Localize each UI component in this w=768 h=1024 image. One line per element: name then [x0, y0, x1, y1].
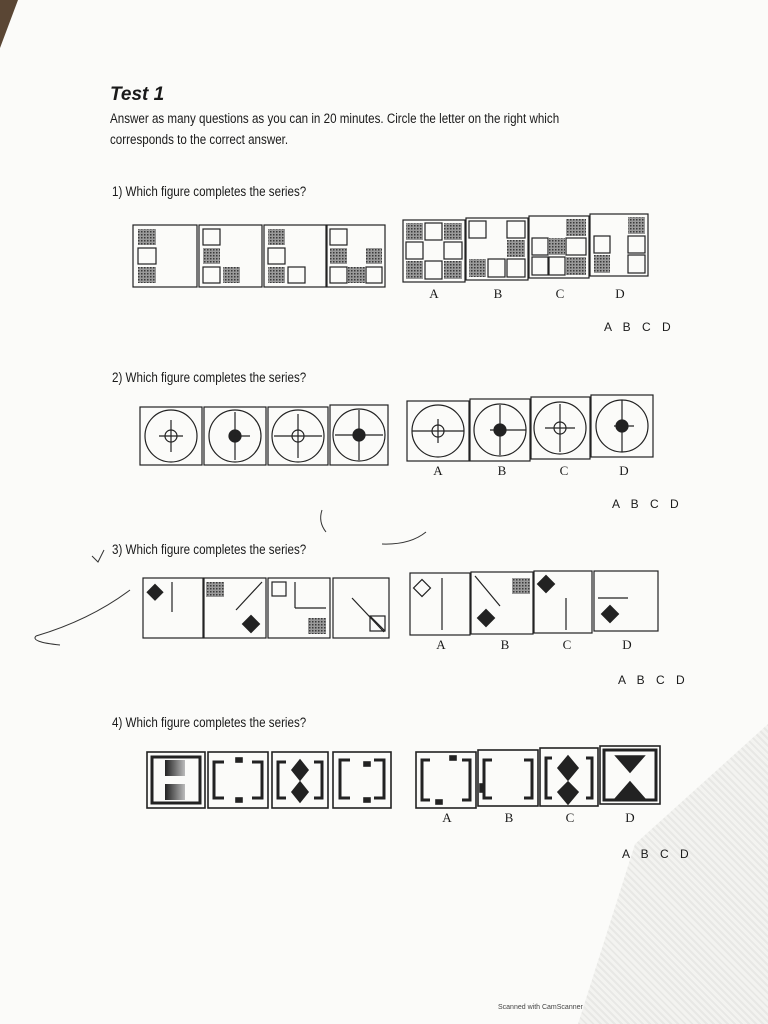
question-4-prompt: 4) Which figure completes the series? — [112, 715, 307, 730]
q3-option-d[interactable]: D — [622, 637, 632, 652]
question-3-prompt: 3) Which figure completes the series? — [112, 542, 307, 557]
question-1-prompt: 1) Which figure completes the series? — [112, 184, 307, 199]
q4-option-c[interactable]: C — [565, 810, 575, 825]
q3-answer-choices[interactable]: A B C D — [618, 673, 689, 687]
q1-option-c[interactable]: C — [555, 286, 565, 301]
q3-option-c[interactable]: C — [562, 637, 572, 652]
q1-option-a[interactable]: A — [429, 286, 439, 301]
q4-option-a[interactable]: A — [442, 810, 452, 825]
question-2-prompt: 2) Which figure completes the series? — [112, 370, 307, 385]
scanner-footer: Scanned with CamScanner — [498, 1004, 583, 1011]
q2-answer-choices[interactable]: A B C D — [612, 497, 683, 511]
q4-option-b[interactable]: B — [504, 810, 514, 825]
q1-answer-choices[interactable]: A B C D — [604, 320, 675, 334]
q2-option-a[interactable]: A — [433, 463, 443, 478]
q1-option-b[interactable]: B — [493, 286, 503, 301]
q4-option-d[interactable]: D — [625, 810, 635, 825]
q2-option-d[interactable]: D — [619, 463, 629, 478]
instructions: Answer as many questions as you can in 20 minutes. Circle the letter on the right which corresponds to the correct answer. — [110, 111, 560, 147]
q3-option-a[interactable]: A — [436, 637, 446, 652]
q4-answer-choices[interactable]: A B C D — [622, 847, 693, 861]
q1-option-d[interactable]: D — [615, 286, 625, 301]
q3-option-b[interactable]: B — [500, 637, 510, 652]
test-title: Test 1 — [110, 84, 165, 105]
q2-option-b[interactable]: B — [497, 463, 507, 478]
q2-option-c[interactable]: C — [559, 463, 569, 478]
